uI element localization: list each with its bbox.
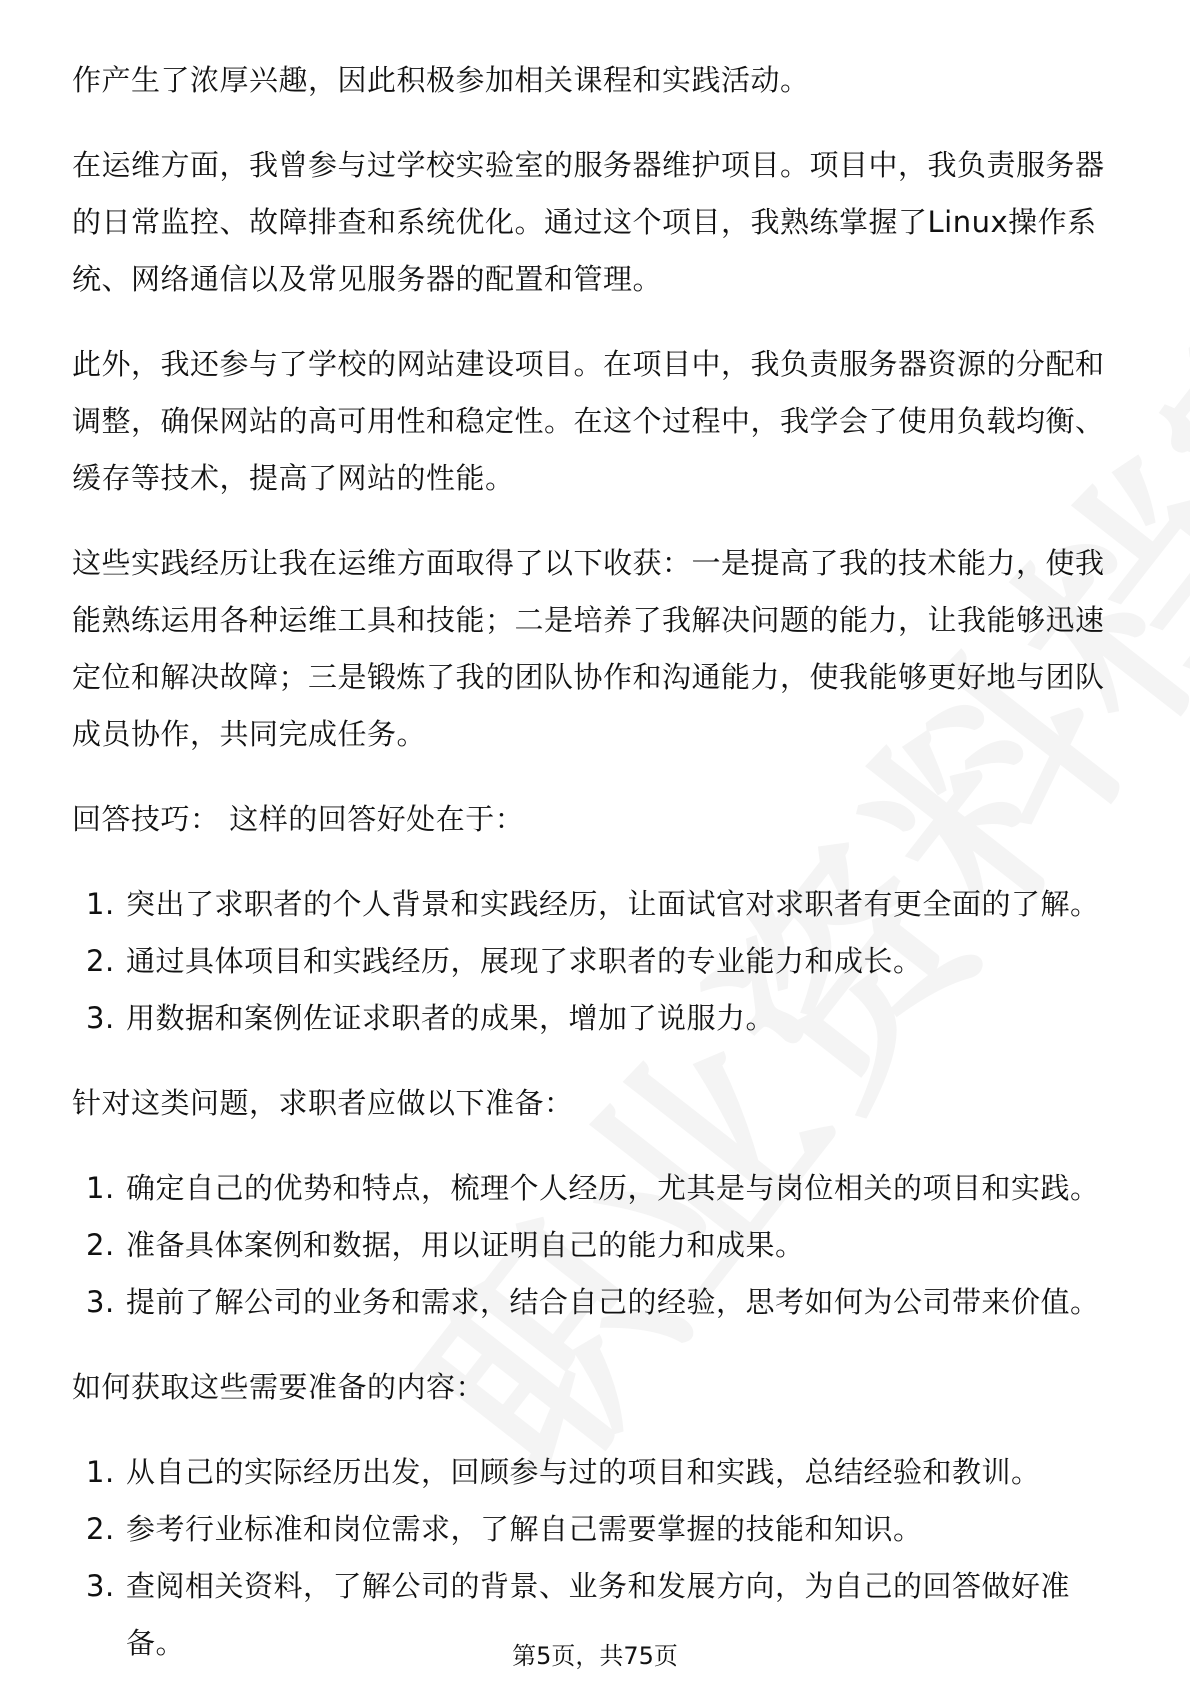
list-number: 2. xyxy=(86,944,115,978)
list-number: 3. xyxy=(86,1569,115,1603)
list-number: 3. xyxy=(86,1001,115,1035)
list-number: 3. xyxy=(86,1285,115,1319)
list-text: 从自己的实际经历出发，回顾参与过的项目和实践，总结经验和教训。 xyxy=(126,1455,1041,1489)
list-text: 突出了求职者的个人背景和实践经历，让面试官对求职者有更全面的了解。 xyxy=(126,887,1100,921)
paragraph-gains: 这些实践经历让我在运维方面取得了以下收获：一是提高了我的技术能力，使我能熟练运用各种运维工具和技能；二是培养了我解决问题的能力，让我能够迅速定位和解决故障；三是锻炼了我的团队协作和沟通能力，使我能够更好地与团队成员协作，共同完成任务。 xyxy=(72,546,1105,751)
tips-list xyxy=(72,876,1122,1047)
paragraph-intro-continued: 作产生了浓厚兴趣，因此积极参加相关课程和实践活动。 xyxy=(72,63,810,97)
list-number: 2. xyxy=(86,1512,115,1546)
list-item xyxy=(72,1444,1122,1501)
prep-list xyxy=(72,1160,1122,1331)
list-item xyxy=(72,1217,1122,1274)
list-number: 1. xyxy=(86,1171,115,1205)
list-text: 提前了解公司的业务和需求，结合自己的经验，思考如何为公司带来价值。 xyxy=(126,1285,1100,1319)
document-content xyxy=(72,52,1122,1700)
list-item xyxy=(72,933,1122,990)
list-text: 确定自己的优势和特点，梳理个人经历，尤其是与岗位相关的项目和实践。 xyxy=(126,1171,1100,1205)
source-heading: 如何获取这些需要准备的内容： xyxy=(72,1370,486,1404)
page-number-footer: 第5页，共75页 xyxy=(512,1642,678,1670)
list-text: 参考行业标准和岗位需求，了解自己需要掌握的技能和知识。 xyxy=(126,1512,923,1546)
list-number: 1. xyxy=(86,1455,115,1489)
list-text: 通过具体项目和实践经历，展现了求职者的专业能力和成长。 xyxy=(126,944,923,978)
list-item xyxy=(72,876,1122,933)
list-text: 查阅相关资料，了解公司的背景、业务和发展方向，为自己的回答做好准备。 xyxy=(126,1569,1071,1660)
list-text: 准备具体案例和数据，用以证明自己的能力和成果。 xyxy=(126,1228,805,1262)
list-number: 1. xyxy=(86,887,115,921)
list-item xyxy=(72,1274,1122,1331)
list-item xyxy=(72,1501,1122,1558)
list-item xyxy=(72,1160,1122,1217)
prep-heading: 针对这类问题，求职者应做以下准备： xyxy=(72,1086,574,1120)
paragraph-ops-experience: 在运维方面，我曾参与过学校实验室的服务器维护项目。项目中，我负责服务器的日常监控、故障排查和系统优化。通过这个项目，我熟练掌握了Linux操作系统、网络通信以及常见服务器的配置和管理。 xyxy=(72,148,1105,296)
list-number: 2. xyxy=(86,1228,115,1262)
tips-heading: 回答技巧： 这样的回答好处在于： xyxy=(72,802,525,836)
list-text: 用数据和案例佐证求职者的成果，增加了说服力。 xyxy=(126,1001,776,1035)
paragraph-website-project: 此外，我还参与了学校的网站建设项目。在项目中，我负责服务器资源的分配和调整，确保网站的高可用性和稳定性。在这个过程中，我学会了使用负载均衡、缓存等技术，提高了网站的性能。 xyxy=(72,347,1105,495)
list-item xyxy=(72,990,1122,1047)
